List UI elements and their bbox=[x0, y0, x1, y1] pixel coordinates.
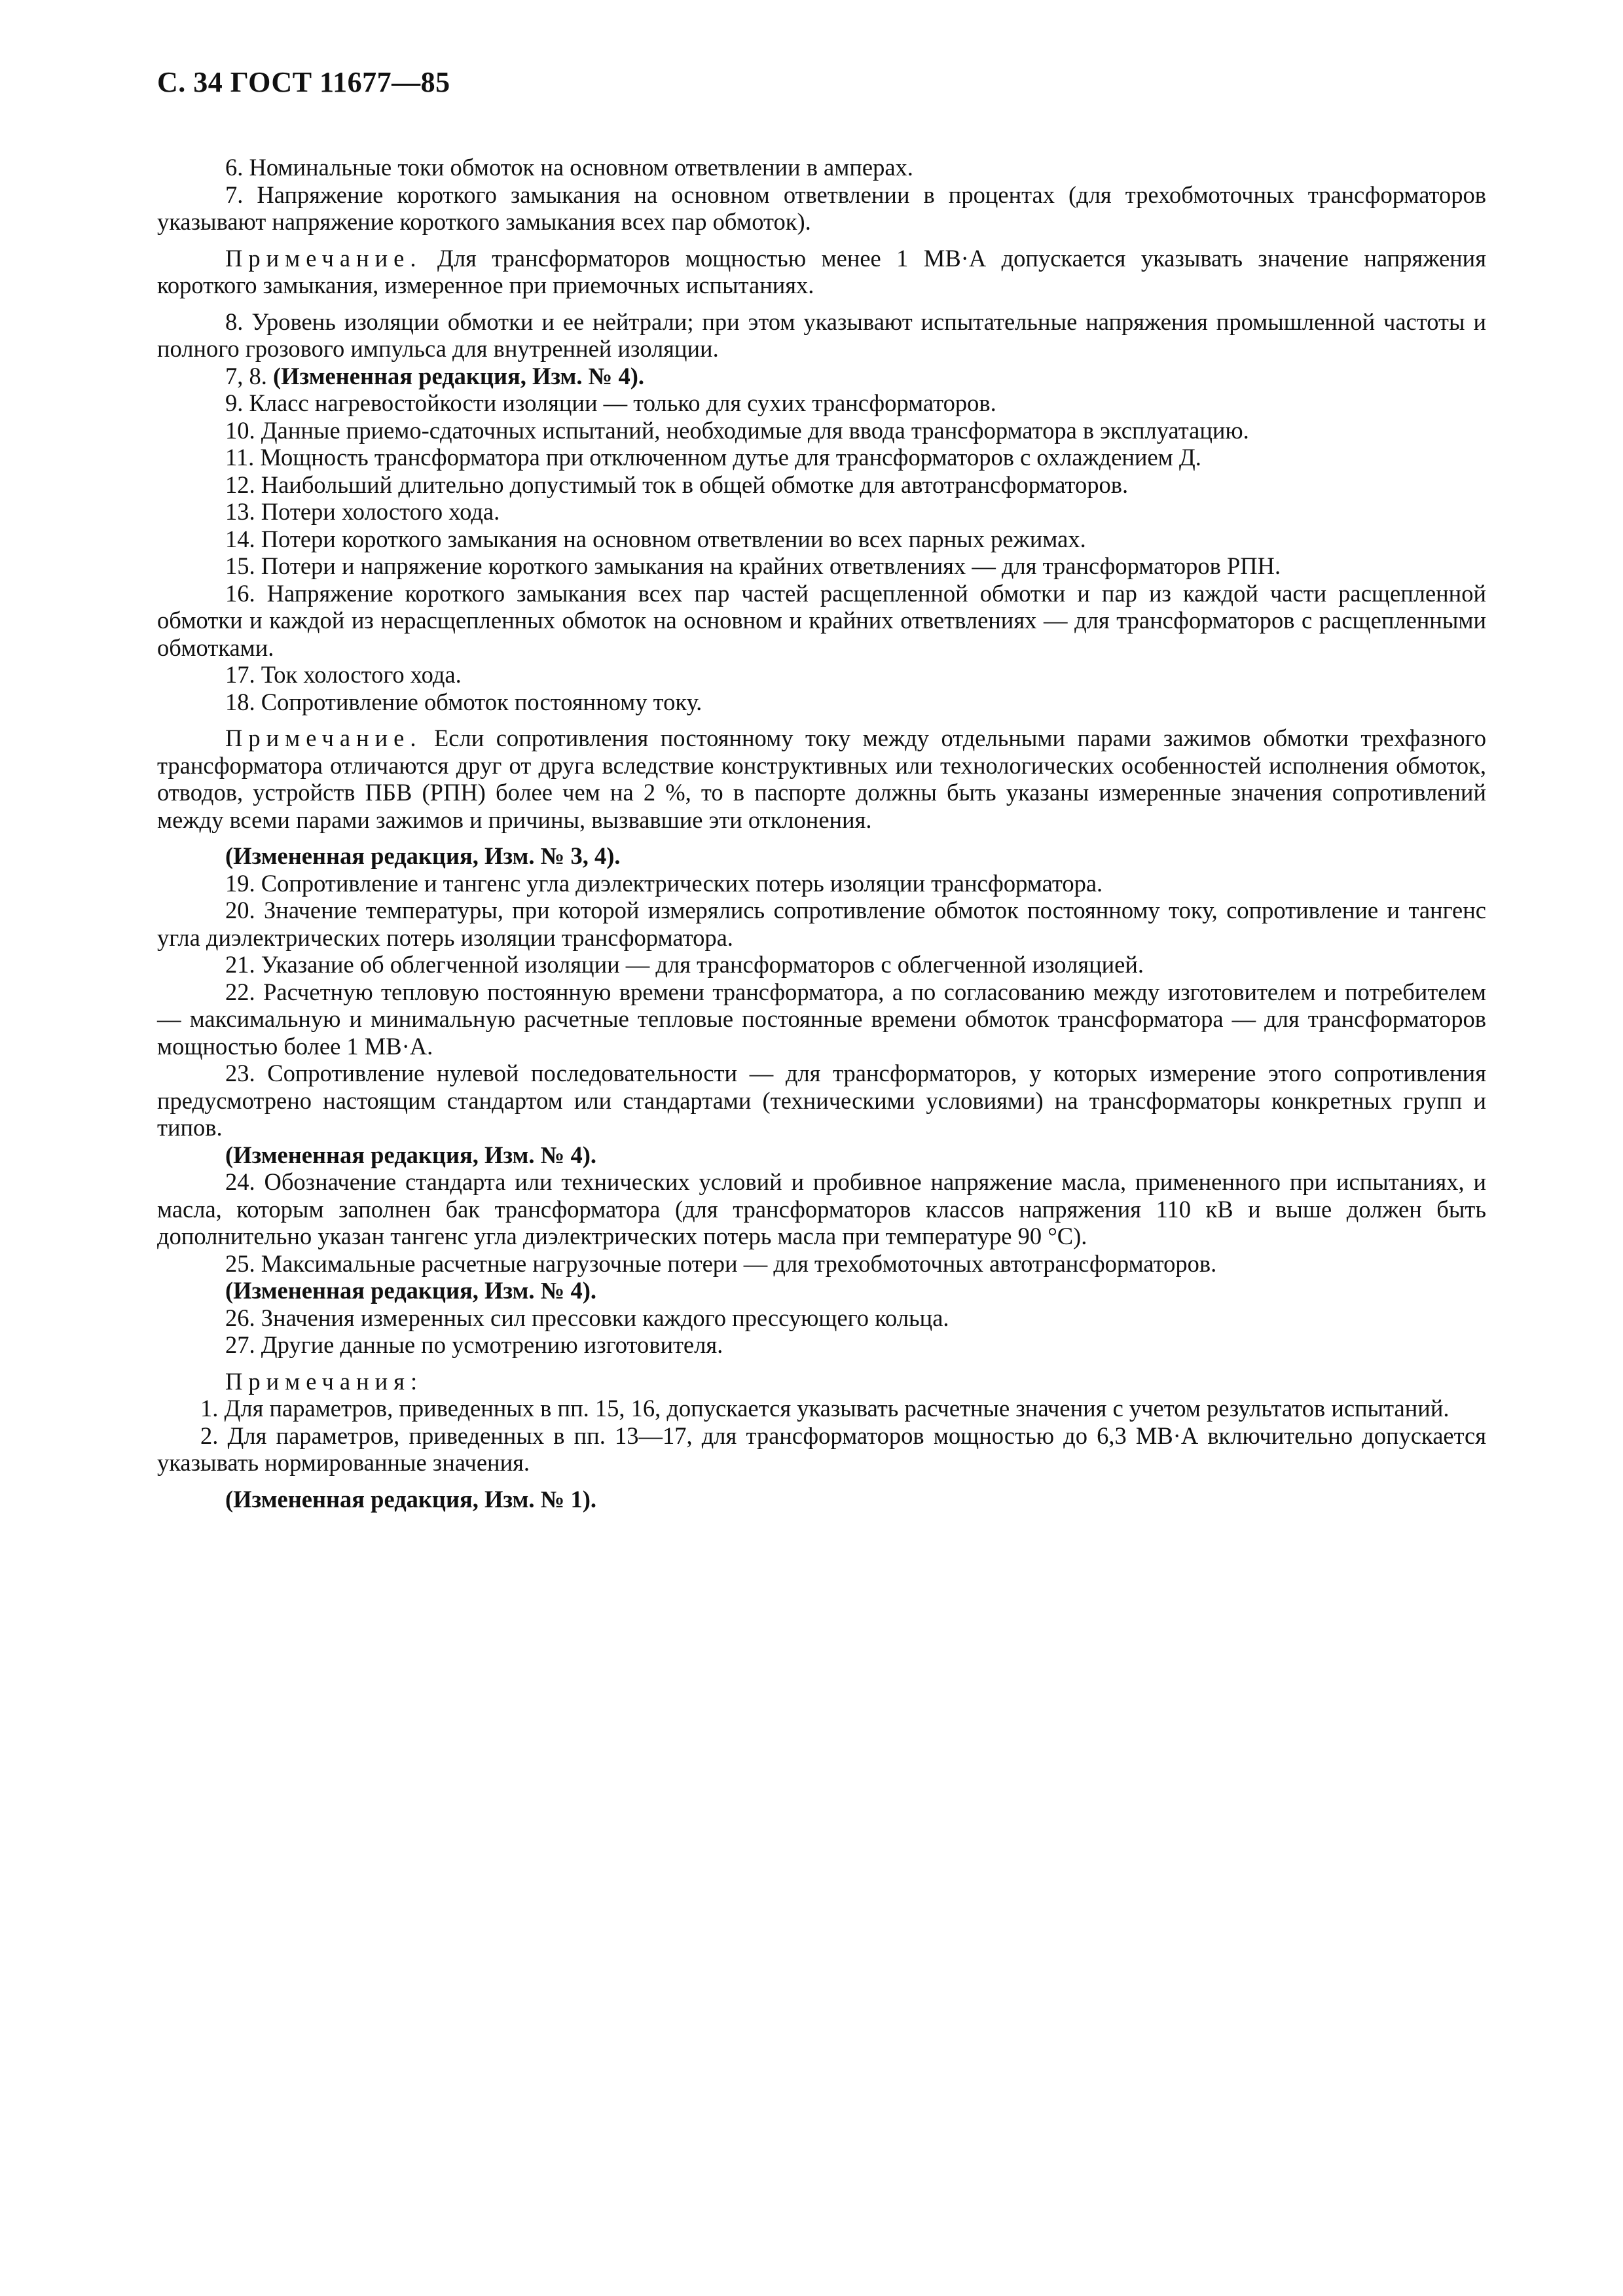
note-1 bbox=[157, 245, 1486, 299]
item-7: 7. Напряжение короткого замыкания на основном ответвлении в процентах (для трехобмоточных трансформаторов указывают напряжение короткого замыкания всех пар обмоток). bbox=[157, 181, 1486, 235]
item-21: 21. Указание об облегченной изоляции — для трансформаторов с облегченной изоляцией. bbox=[225, 951, 1144, 978]
note-text: Если сопротивления постоянному току между отдельными парами зажимов обмотки трехфазного трансформатора отличаются друг от друга вследствие конструктивных или технологических особенностей исполнения обмоток, отводов, устройств ПБВ (РПН) более чем на 2 %, то в паспорте должны быть указаны измеренные значения сопротивлений между всеми парами зажимов и причины, вызвавшие эти отклонения. bbox=[157, 725, 1486, 833]
revision-text: (Измененная редакция, Изм. № 1). bbox=[225, 1485, 596, 1513]
note-label: Примечание. bbox=[225, 244, 422, 272]
revision-note-1 bbox=[157, 1486, 1486, 1513]
item-10: 10. Данные приемо-сдаточных испытаний, необходимые для ввода трансформатора в эксплуатацию. bbox=[225, 416, 1249, 444]
item-8: 8. Уровень изоляции обмотки и ее нейтрали; при этом указывают испытательные напряжения промышленной частоты и полного грозового импульса для внутренней изоляции. bbox=[157, 308, 1486, 362]
revision-text: (Измененная редакция, Изм. № 4). bbox=[225, 1277, 596, 1304]
notes-label: Примечания: bbox=[225, 1367, 424, 1395]
note-item-2: 2. Для параметров, приведенных в пп. 13—17, для трансформаторов мощностью до 6,3 МВ·А включительно допускается указывать нормированные значения. bbox=[157, 1422, 1486, 1476]
item-18: 18. Сопротивление обмоток постоянному току. bbox=[225, 688, 702, 715]
revision-note-3-4 bbox=[157, 842, 1486, 870]
revision-note-4a bbox=[157, 1141, 1486, 1169]
item-24: 24. Обозначение стандарта или технических условий и пробивное напряжение масла, примененного при испытаниях, и масла, которым заполнен бак трансформатора (для трансформаторов классов напряжения 110 кВ и выше должен быть дополнительно указан тангенс угла диэлектрических потерь масла при температуре 90 °С). bbox=[157, 1168, 1486, 1249]
item-12: 12. Наибольший длительно допустимый ток в общей обмотке для автотрансформаторов. bbox=[225, 471, 1129, 498]
revision-text: (Измененная редакция, Изм. № 4). bbox=[273, 362, 644, 389]
item-15: 15. Потери и напряжение короткого замыкания на крайних ответвлениях — для трансформаторов РПН. bbox=[225, 552, 1281, 579]
revision-text: (Измененная редакция, Изм. № 3, 4). bbox=[225, 842, 621, 869]
note-item-1: 1. Для параметров, приведенных в пп. 15, 16, допускается указывать расчетные значения с учетом результатов испытаний. bbox=[200, 1395, 1450, 1422]
revision-note-4b bbox=[157, 1277, 1486, 1304]
revision-note-7-8 bbox=[157, 363, 1486, 390]
note-text: Для трансформаторов мощностью менее 1 МВ·А допускается указывать значение напряжения короткого замыкания, измеренное при приемочных испытаниях. bbox=[157, 244, 1486, 298]
note-2 bbox=[157, 725, 1486, 833]
item-27: 27. Другие данные по усмотрению изготовителя. bbox=[225, 1331, 723, 1358]
document-body bbox=[157, 154, 1486, 1513]
item-23: 23. Сопротивление нулевой последовательности — для трансформаторов, у которых измерение этого сопротивления предусмотрено настоящим стандартом или стандартами (техническими условиями) на трансформаторы конкретных групп и типов. bbox=[157, 1060, 1486, 1141]
page-header: С. 34 ГОСТ 11677—85 bbox=[157, 66, 450, 98]
item-6: 6. Номинальные токи обмоток на основном ответвлении в амперах. bbox=[225, 154, 913, 181]
revision-prefix: 7, 8. bbox=[225, 362, 273, 389]
item-16: 16. Напряжение короткого замыкания всех пар частей расщепленной обмотки и пар из каждой части расщепленной обмотки и каждой из нерасщепленных обмоток на основном и крайних ответвлениях — для трансформаторов с расщепленными обмотками. bbox=[157, 579, 1486, 661]
item-25: 25. Максимальные расчетные нагрузочные потери — для трехобмоточных автотрансформаторов. bbox=[225, 1249, 1217, 1277]
item-22: 22. Расчетную тепловую постоянную времени трансформатора, а по согласованию между изготовителем и потребителем — максимальную и минимальную расчетные тепловые постоянные времени обмоток трансформатора — для трансформаторов мощностью более 1 МВ·А. bbox=[157, 978, 1486, 1060]
note-label: Примечание. bbox=[225, 725, 422, 751]
item-19: 19. Сопротивление и тангенс угла диэлектрических потерь изоляции трансформатора. bbox=[225, 869, 1103, 897]
notes-heading bbox=[157, 1368, 1486, 1395]
item-11: 11. Мощность трансформатора при отключенном дутье для трансформаторов с охлаждением Д. bbox=[225, 444, 1201, 471]
item-14: 14. Потери короткого замыкания на основном ответвлении во всех парных режимах. bbox=[225, 525, 1086, 552]
item-9: 9. Класс нагревостойкости изоляции — только для сухих трансформаторов. bbox=[225, 389, 996, 416]
item-17: 17. Ток холостого хода. bbox=[225, 661, 462, 688]
revision-text: (Измененная редакция, Изм. № 4). bbox=[225, 1141, 596, 1168]
item-13: 13. Потери холостого хода. bbox=[225, 498, 500, 525]
item-26: 26. Значения измеренных сил прессовки каждого прессующего кольца. bbox=[225, 1304, 949, 1331]
item-20: 20. Значение температуры, при которой измерялись сопротивление обмоток постоянному току, сопротивление и тангенс угла диэлектрических потерь изоляции трансформатора. bbox=[157, 897, 1486, 951]
